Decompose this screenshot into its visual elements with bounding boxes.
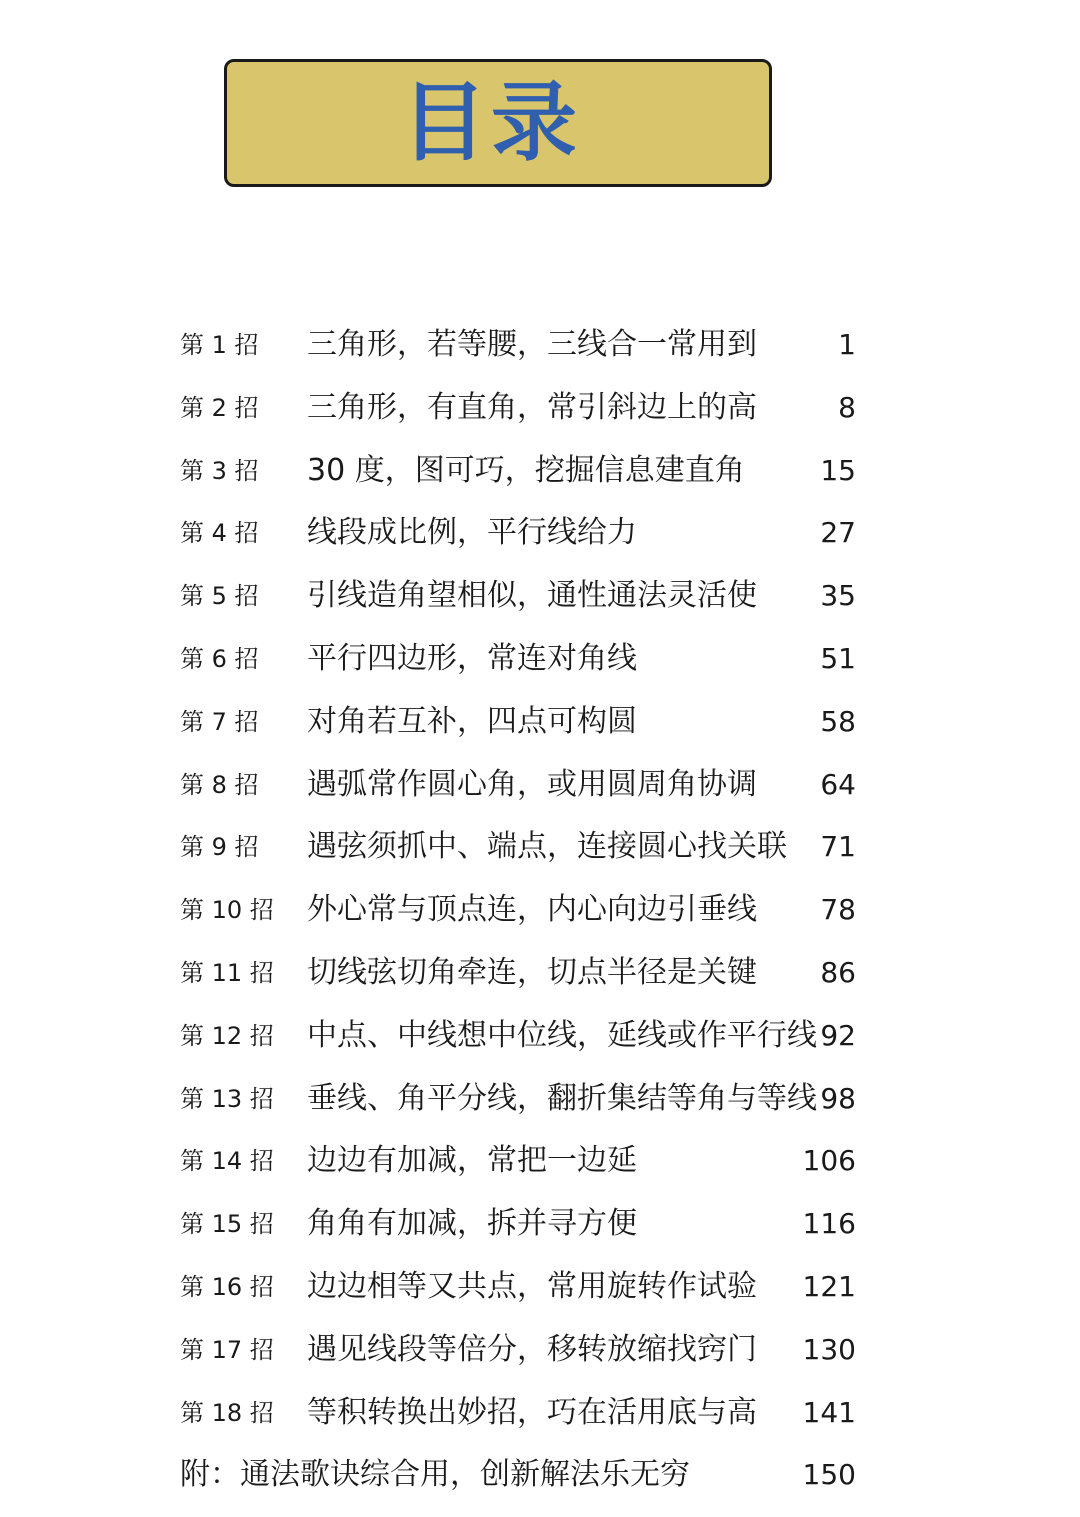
page-number: 58 [820,704,856,738]
chapter-title: 等积转换出妙招，巧在活用底与高 [307,1394,757,1430]
toc-entry[interactable] [180,878,860,941]
chapter-title: 对角若互补，四点可构圆 [307,703,637,739]
toc-entry[interactable] [180,753,860,816]
page-number: 51 [820,641,856,675]
chapter-number: 第 7 招 [180,707,259,736]
chapter-title: 中点、中线想中位线，延线或作平行线 [307,1017,817,1053]
page-number: 92 [820,1018,856,1052]
toc-appendix-entry[interactable] [180,1443,860,1506]
chapter-number: 第 4 招 [180,519,259,548]
chapter-number: 第 17 招 [180,1335,274,1364]
page-number: 86 [820,955,856,989]
page-number: 35 [820,579,856,613]
chapter-number: 第 18 招 [180,1398,274,1427]
chapter-title: 三角形，有直角，常引斜边上的高 [307,389,757,425]
toc-entry[interactable] [180,1318,860,1381]
chapter-number: 第 12 招 [180,1021,274,1050]
chapter-title: 遇弧常作圆心角，或用圆周角协调 [307,766,757,802]
chapter-title: 边边有加减，常把一边延 [307,1143,637,1179]
page-number: 141 [802,1395,856,1429]
toc-entry[interactable] [180,564,860,627]
chapter-number: 第 9 招 [180,833,259,862]
table-of-contents [180,313,860,1506]
chapter-number: 第 1 招 [180,331,259,359]
chapter-number: 第 6 招 [180,644,259,673]
chapter-title: 引线造角望相似，通性通法灵活使 [307,578,757,614]
chapter-title: 垂线、角平分线，翻折集结等角与等线 [307,1080,817,1116]
chapter-number: 第 11 招 [180,958,274,987]
page-number: 78 [820,893,856,927]
chapter-title: 外心常与顶点连，内心向边引垂线 [307,892,757,928]
toc-entry[interactable] [180,1067,860,1130]
page-number: 130 [802,1332,856,1366]
page-number: 15 [820,453,856,487]
page-number: 8 [838,390,856,424]
chapter-title: 边边相等又共点，常用旋转作试验 [307,1268,757,1304]
chapter-number: 第 2 招 [180,393,259,422]
chapter-title: 切线弦切角牵连，切点半径是关键 [307,954,757,990]
page-title: 目录 [401,73,581,173]
page-number: 150 [802,1458,856,1492]
page-number: 121 [802,1269,856,1303]
appendix-title: 附：通法歌诀综合用，创新解法乐无穷 [180,1457,690,1493]
page-number: 116 [802,1207,856,1241]
toc-entry[interactable] [180,439,860,502]
page-number: 71 [820,830,856,864]
toc-entry[interactable] [180,941,860,1004]
chapter-number: 第 3 招 [180,456,259,485]
toc-entry[interactable] [180,376,860,439]
page-number: 98 [820,1081,856,1115]
chapter-number: 第 5 招 [180,582,259,611]
toc-entry[interactable] [180,313,860,376]
chapter-title: 遇见线段等倍分，移转放缩找窍门 [307,1331,757,1367]
page-number: 64 [820,767,856,801]
chapter-number: 第 10 招 [180,896,274,925]
toc-entry[interactable] [180,627,860,690]
toc-entry[interactable] [180,1129,860,1192]
title-banner [224,59,772,187]
chapter-title: 遇弦须抓中、端点，连接圆心找关联 [307,829,787,865]
toc-entry[interactable] [180,501,860,564]
chapter-number: 第 13 招 [180,1084,274,1113]
chapter-title: 30 度，图可巧，挖掘信息建直角 [307,452,745,488]
chapter-title: 平行四边形，常连对角线 [307,640,637,676]
chapter-title: 角角有加减，拆并寻方便 [307,1206,637,1242]
chapter-number: 第 15 招 [180,1210,274,1239]
chapter-title: 线段成比例，平行线给力 [307,515,637,551]
page-number: 106 [802,1144,856,1178]
toc-entry[interactable] [180,690,860,753]
toc-entry[interactable] [180,1255,860,1318]
page-number: 27 [820,516,856,550]
chapter-title: 三角形，若等腰，三线合一常用到 [307,327,757,362]
toc-entry[interactable] [180,1004,860,1067]
chapter-number: 第 8 招 [180,770,259,799]
toc-entry[interactable] [180,815,860,878]
chapter-number: 第 16 招 [180,1272,274,1301]
page-number: 1 [838,328,856,361]
toc-entry[interactable] [180,1381,860,1444]
toc-entry[interactable] [180,1192,860,1255]
chapter-number: 第 14 招 [180,1147,274,1176]
